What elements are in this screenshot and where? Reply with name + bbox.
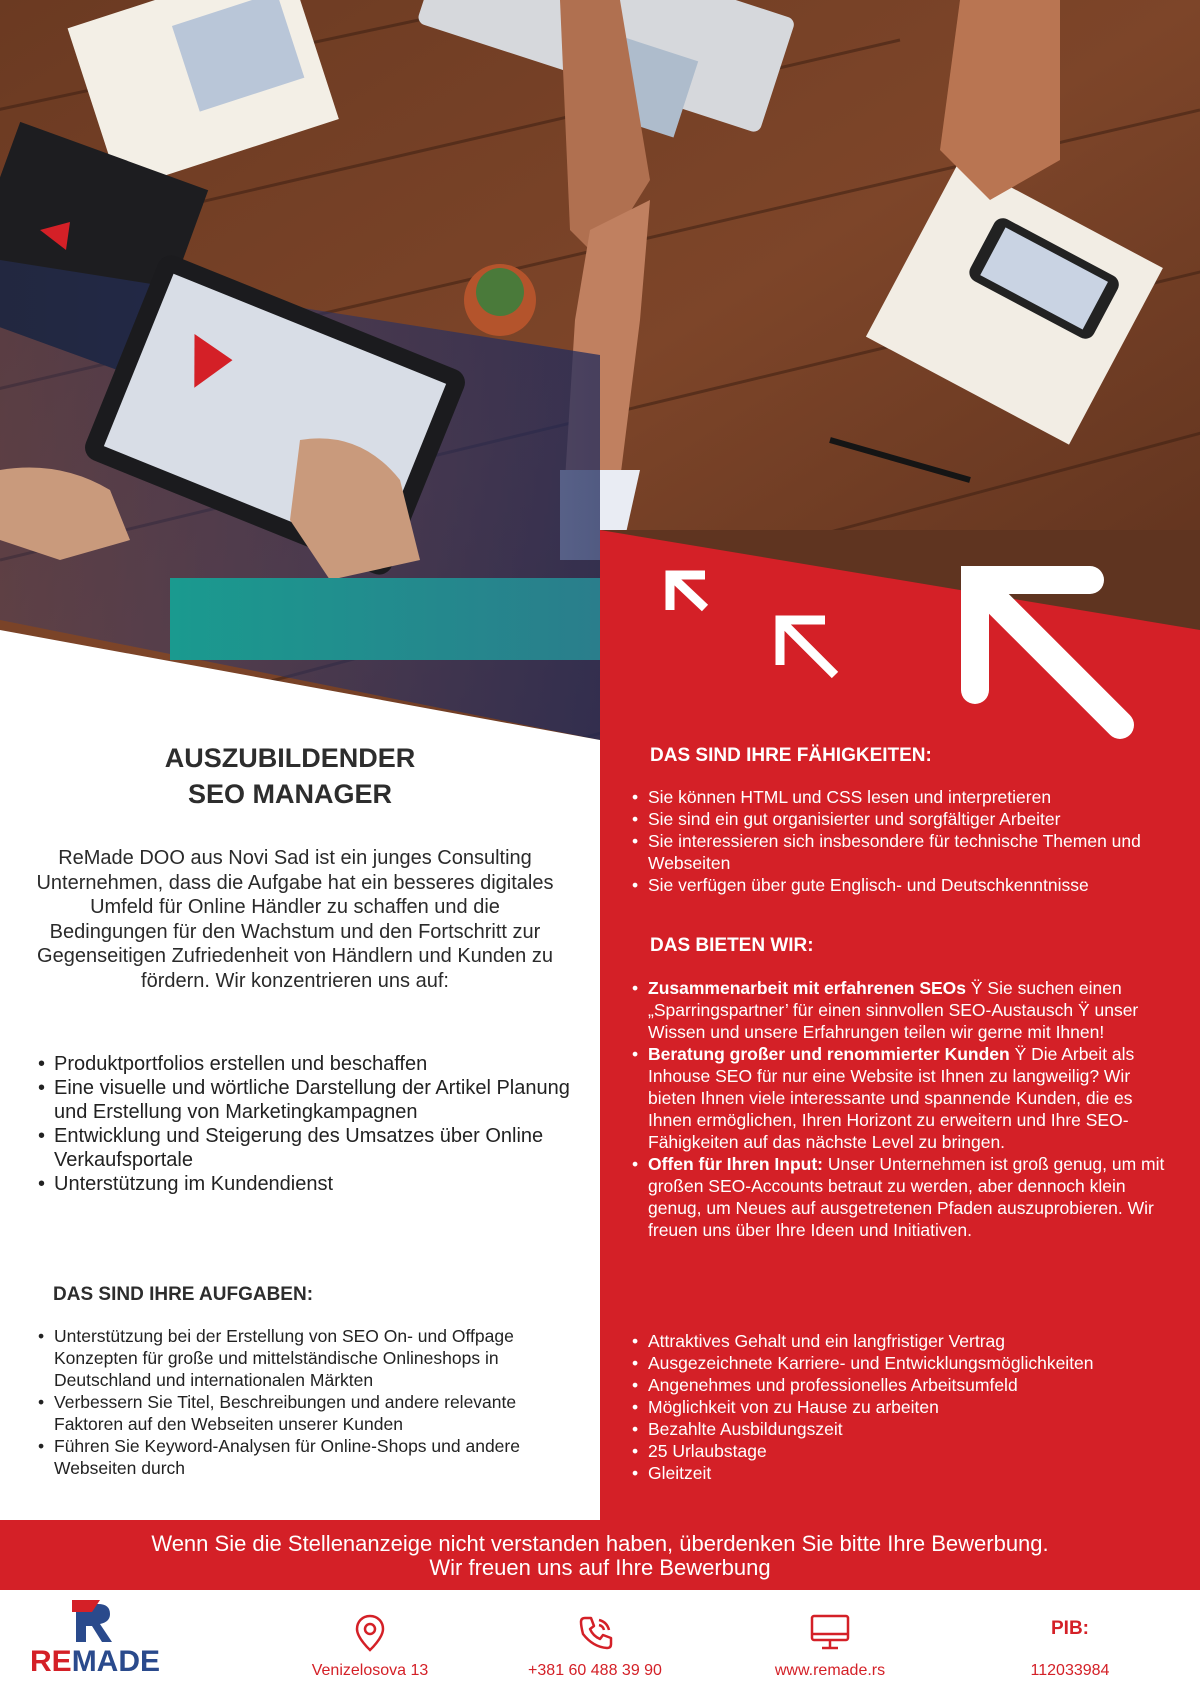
tasks-list [38,1325,578,1479]
offer-item-title: Zusammenarbeit mit erfahrenen SEOs [648,978,967,998]
list-item: • Verbessern Sie Titel, Beschreibungen und andere relevante Faktoren auf den Webseiten unserer Kunden [38,1391,578,1435]
skills-heading: DAS SIND IHRE FÄHIGKEITEN: [650,745,932,766]
pib-number: 112033984 [1030,1662,1110,1679]
job-title-line1: AUSZUBILDENDER [164,743,416,773]
footer-banner [0,1520,1200,1590]
list-item: • 25 Urlaubstage [632,1440,1172,1462]
list-item: • Möglichkeit von zu Hause zu arbeiten [632,1396,1172,1418]
offer-item-title: Beratung großer und renommierter Kunden [648,1044,1010,1064]
logo-made: MADE [71,1645,161,1678]
benefits-list [632,1330,1172,1484]
list-item: • Sie interessieren sich insbesondere für technische Themen und Webseiten [632,830,1172,874]
banner-line1: Wenn Sie die Stellenanzeige nicht verstanden haben, überdenken Sie bitte Ihre Bewerbung. [151,1531,1049,1556]
logo-wordmark [30,1645,160,1679]
arrow-icon-large [975,580,1120,725]
pib-label: PIB: [1051,1618,1089,1639]
list-item: • Angenehmes und professionelles Arbeitsumfeld [632,1374,1172,1396]
list-item: • Produktportfolios erstellen und beschaffen [38,1052,578,1076]
list-item: • Führen Sie Keyword-Analysen für Online-Shops und andere Webseiten durch [38,1435,578,1479]
focus-list [38,1052,578,1196]
list-item: • Sie können HTML und CSS lesen und interpretieren [632,786,1172,808]
arrow-icons [650,560,1170,760]
address-text: Venizelosova 13 [311,1662,429,1679]
intro-paragraph: ReMade DOO aus Novi Sad ist ein junges Consulting Unternehmen, dass die Aufgabe hat ein besseres digitales Umfeld für Online Händler zu schaffen und die Bedingungen für den Wachstum und den Fortschritt zur Gegenseitigen Zufriedenheit von Händlern und Kunden zu fördern. Wir konzentrieren uns auf: [36,847,554,992]
list-item: • Eine visuelle und wörtliche Darstellung der Artikel Planung und Erstellung von Marketingkampagnen [38,1076,578,1124]
list-item: • Ausgezeichnete Karriere- und Entwicklungsmöglichkeiten [632,1352,1172,1374]
tasks-heading: DAS SIND IHRE AUFGABEN: [53,1284,314,1305]
skills-list [632,786,1172,896]
offer-item-text: Ÿ Sie suchen einen „Sparringspartner’ für einen sinnvollen SEO-Austausch Ÿ unser Wissen und unsere Erfahrungen teilen wir gerne mit Ihnen! [648,978,1139,1042]
list-item: • Sie verfügen über gute Englisch- und Deutschkenntnisse [632,874,1172,896]
job-title-line2: SEO MANAGER [187,779,393,809]
monitor-icon [810,1614,850,1652]
offer-item-text: Unser Unternehmen ist groß genug, um mit großen SEO-Accounts betraut zu werden, aber dennoch klein genug, um Neues auf ausgetretenen Pfaden auszuprobieren. Wir freuen uns über Ihre Ideen und Initiativen. [648,1154,1165,1240]
remade-logo-icon [72,1598,122,1644]
offer-list [632,977,1172,1241]
offer-item-text: Ÿ Die Arbeit als Inhouse SEO für nur eine Website ist Ihnen zu langweilig? Wir bieten Ihnen viele interessante und spannende Kunden, die es Ihnen ermöglichen, Ihren Horizont zu erweitern und Ihre SEO-Fähigkeiten auf das nächste Level zu bringen. [648,1044,1135,1152]
offer-item-title: Offen für Ihren Input: [648,1154,823,1174]
teal-band [170,578,600,660]
phone-icon [577,1614,615,1652]
banner-line2: Wir freuen uns auf Ihre Bewerbung [429,1555,771,1580]
list-item: • Entwicklung und Steigerung des Umsatzes über Online Verkaufsportale [38,1124,578,1172]
job-title [40,740,540,812]
location-pin-icon [355,1614,385,1652]
list-item [632,977,1172,1043]
list-item: • Unterstützung im Kundendienst [38,1172,578,1196]
list-item: • Bezahlte Ausbildungszeit [632,1418,1172,1440]
list-item: • Sie sind ein gut organisierter und sorgfältiger Arbeiter [632,808,1172,830]
website-link: www.remade.rs [774,1662,886,1679]
logo-re: RE [30,1645,72,1678]
list-item [632,1153,1172,1241]
list-item: • Unterstützung bei der Erstellung von SEO On- und Offpage Konzepten für große und mittelständische Onlineshops in Deutschland und internationalen Märkten [38,1325,578,1391]
list-item: • Gleitzeit [632,1462,1172,1484]
offer-heading: DAS BIETEN WIR: [650,935,814,956]
list-item [632,1043,1172,1153]
phone-text: +381 60 488 39 90 [528,1662,662,1679]
list-item: • Attraktives Gehalt und ein langfristiger Vertrag [632,1330,1172,1352]
